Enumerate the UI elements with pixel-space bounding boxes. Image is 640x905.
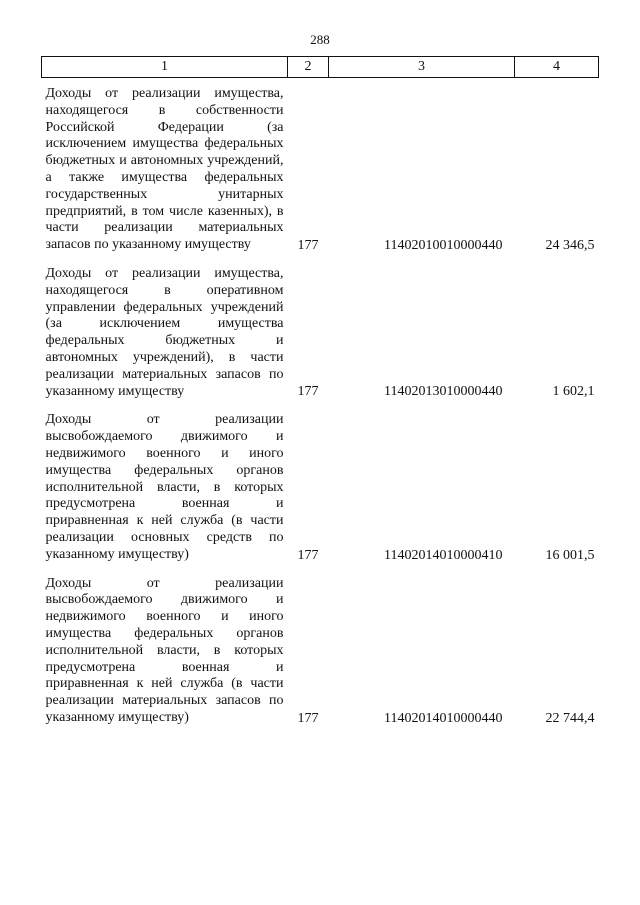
revenue-description: Доходы от реализации высвобождаемого движимого и недвижимого военного и иного имущества федеральных органов исполнительной власти, в которых предусмотрена военная и приравненная к ней служба (в части реализации основных средств по указанному имуществу)	[45, 412, 284, 562]
amount: 16 001,5	[545, 547, 595, 563]
admin-code: 177	[297, 237, 319, 253]
revenue-description: Доходы от реализации имущества, находящегося в собственности Российской Федерации (за исключением имущества федеральных бюджетных и автономных учреждений, а также имущества федеральных государственных унитарных предприятий, в том числе казенных), в части реализации материальных запасов по указанному имуществу	[45, 86, 284, 253]
table-row	[42, 568, 599, 731]
table-row	[42, 404, 599, 567]
budget-classification-code: 11402013010000440	[384, 384, 503, 400]
column-header-3: 3	[329, 57, 515, 78]
amount: 1 602,1	[552, 384, 595, 400]
budget-classification-code: 11402014010000440	[384, 710, 503, 726]
revenue-table	[41, 56, 599, 731]
column-header-4: 4	[515, 57, 599, 78]
page-number: 288	[310, 32, 330, 47]
amount: 24 346,5	[545, 237, 595, 253]
budget-classification-code: 11402010010000440	[384, 237, 503, 253]
admin-code: 177	[297, 384, 319, 400]
amount: 22 744,4	[545, 710, 595, 726]
budget-classification-code: 11402014010000410	[384, 547, 503, 563]
revenue-description: Доходы от реализации высвобождаемого движимого и недвижимого военного и иного имущества федеральных органов исполнительной власти, в которых предусмотрена военная и приравненная к ней служба (в части реализации материальных запасов по указанному имуществу)	[45, 575, 284, 725]
column-header-2: 2	[288, 57, 329, 78]
revenue-description: Доходы от реализации имущества, находящегося в оперативном управлении федеральных учреждений (за исключением имущества федеральных бюджетных и автономных учреждений), в части реализации материальных запасов по указанному имуществу	[45, 265, 284, 399]
table-header-row	[42, 57, 599, 78]
table-row	[42, 78, 599, 258]
table-row	[42, 258, 599, 404]
column-header-1: 1	[42, 57, 288, 78]
admin-code: 177	[297, 547, 319, 563]
admin-code: 177	[297, 710, 319, 726]
